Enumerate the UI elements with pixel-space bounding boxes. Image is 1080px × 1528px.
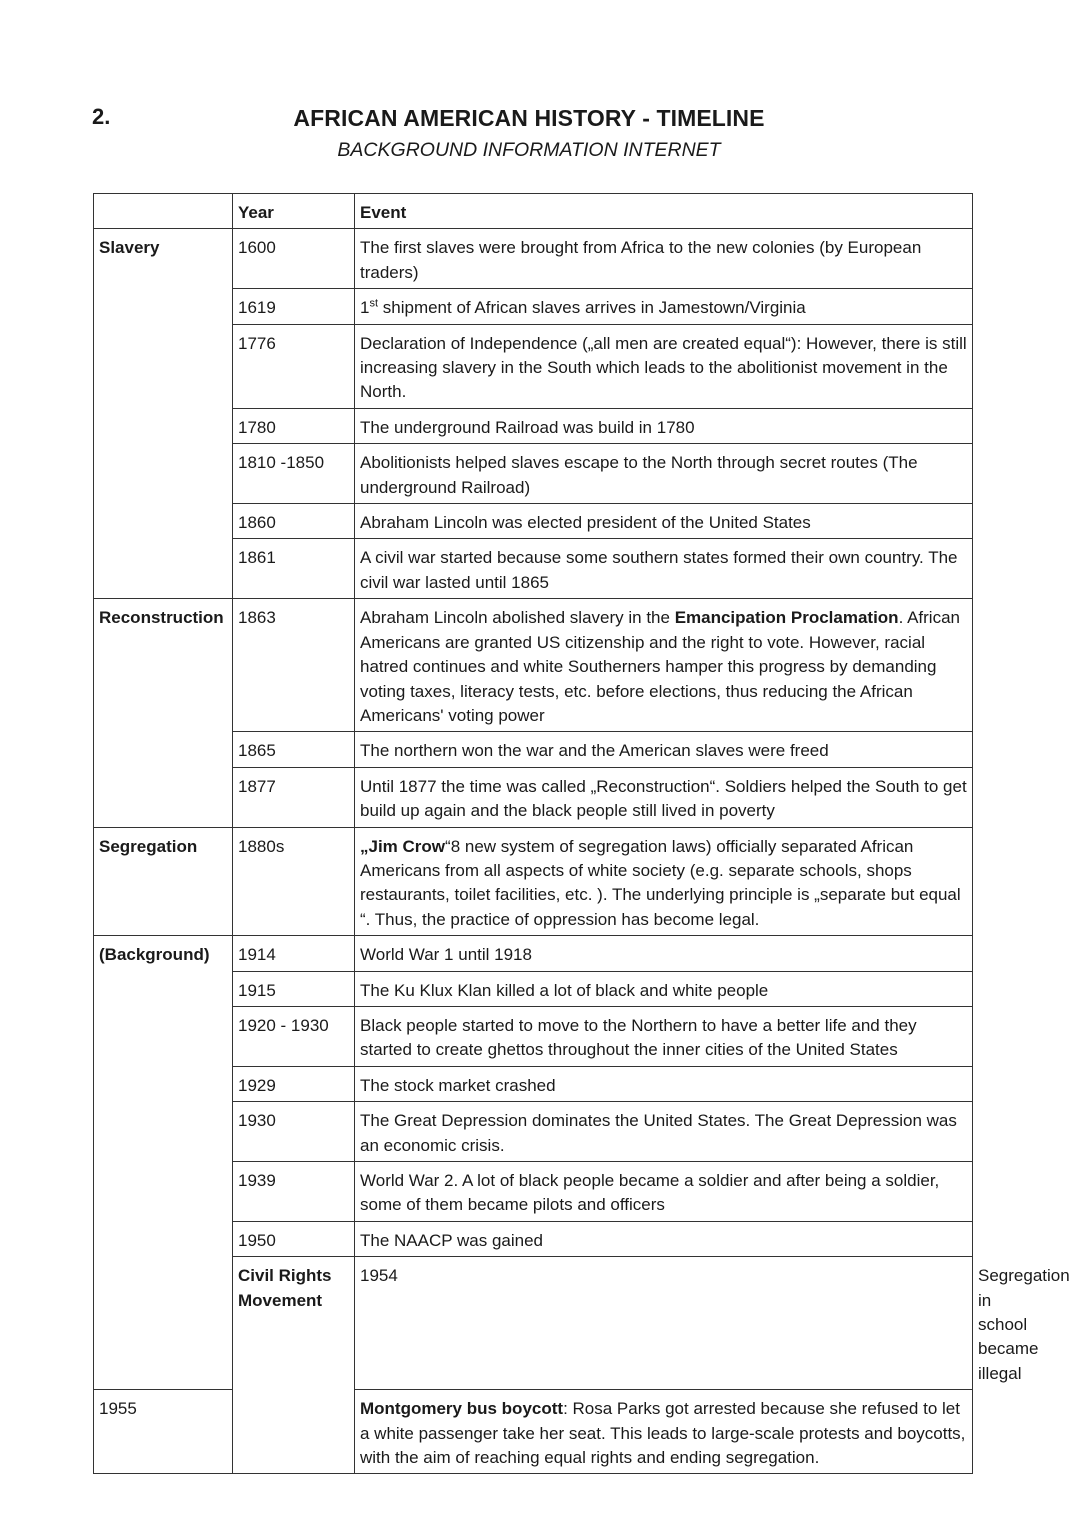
row-year: 1915 xyxy=(233,971,355,1006)
page-subtitle: BACKGROUND INFORMATION INTERNET xyxy=(337,139,721,161)
event-highlight: „Jim Crow xyxy=(360,836,446,856)
row-event: The stock market crashed xyxy=(355,1066,973,1101)
row-year: 1776 xyxy=(233,324,355,408)
row-event: The NAACP was gained xyxy=(355,1221,973,1256)
row-event: The first slaves were brought from Africa to the new colonies (by European traders) xyxy=(355,229,973,289)
table-row xyxy=(94,599,973,732)
period-civil-rights: Civil Rights Movement xyxy=(233,1257,355,1474)
event-text: . African Americans are granted US citizenship and the right to vote. However, racial hatred continues and white Southerners hamper this progress by demanding voting taxes, literacy tests, etc. before elections, thus reducing the African Americans' voting power xyxy=(360,608,960,725)
row-year: 1619 xyxy=(233,289,355,324)
row-event: A civil war started because some southern states formed their own country. The civil war lasted until 1865 xyxy=(355,539,973,599)
header-event: Event xyxy=(355,194,973,229)
row-year: 1880s xyxy=(233,827,355,936)
event-ordinal: 1 xyxy=(360,298,370,318)
period-background: (Background) xyxy=(94,936,233,1390)
row-year: 1920 - 1930 xyxy=(233,1006,355,1066)
event-highlight: Montgomery bus boycott xyxy=(360,1399,564,1419)
page-title: AFRICAN AMERICAN HISTORY - TIMELINE xyxy=(293,105,765,131)
row-year: 1780 xyxy=(233,408,355,443)
event-ordinal-suffix: st xyxy=(369,297,379,310)
row-year: 1860 xyxy=(233,504,355,539)
row-year: 1939 xyxy=(233,1162,355,1222)
row-event: Abraham Lincoln was elected president of the United States xyxy=(355,504,973,539)
row-event: The underground Railroad was build in 1780 xyxy=(355,408,973,443)
row-event: Declaration of Independence („all men are created equal“): However, there is still increasing slavery in the South which leads to the abolitionist movement in the North. xyxy=(355,324,973,408)
table-row xyxy=(94,229,973,289)
header-period xyxy=(94,194,233,229)
row-event xyxy=(355,289,973,324)
row-year: 1914 xyxy=(233,936,355,971)
timeline-table xyxy=(93,193,1070,1474)
table-row: Civil Rights Movement 1954 Segregation in school became illegal xyxy=(94,1257,973,1390)
table-header-row xyxy=(94,194,973,229)
event-text: “8 new system of segregation laws) officially separated African Americans from all aspects of white society (e.g. separate schools, shops restaurants, toilet facilities, etc. ). The underlying principle is „separate but equal “. Thus, the practice of oppression has become legal. xyxy=(360,836,961,929)
row-year: 1863 xyxy=(233,599,355,732)
row-year: 1600 xyxy=(233,229,355,289)
row-event xyxy=(355,1390,973,1474)
row-year: 1929 xyxy=(233,1066,355,1101)
row-event xyxy=(355,599,973,732)
row-year: 1950 xyxy=(233,1221,355,1256)
row-year: 1865 xyxy=(233,732,355,767)
event-text: shipment of African slaves arrives in Jamestown/Virginia xyxy=(378,298,806,318)
row-event: World War 2. A lot of black people became a soldier and after being a soldier, some of them became pilots and officers xyxy=(355,1162,973,1222)
period-segregation: Segregation xyxy=(94,827,233,936)
table-row xyxy=(94,936,973,971)
row-event: The Great Depression dominates the United States. The Great Depression was an economic crisis. xyxy=(355,1102,973,1162)
period-reconstruction: Reconstruction xyxy=(94,599,233,827)
event-text: : Rosa Parks got arrested because she refused to let a white passenger take her seat. This leads to large-scale protests and boycotts, with the aim of reaching equal rights and ending segregation. xyxy=(360,1399,966,1468)
event-text: Abraham Lincoln abolished slavery in the xyxy=(360,608,675,628)
row-event xyxy=(355,827,973,936)
row-year: 1810 -1850 xyxy=(233,444,355,504)
row-year: 1954 xyxy=(355,1257,973,1390)
table-row xyxy=(94,827,973,936)
row-year: 1955 xyxy=(94,1390,233,1474)
period-slavery: Slavery xyxy=(94,229,233,599)
row-event: Until 1877 the time was called „Reconstruction“. Soldiers helped the South to get build up again and the black people still lived in poverty xyxy=(355,767,973,827)
row-event: Black people started to move to the Northern to have a better life and they started to create ghettos throughout the inner cities of the United States xyxy=(355,1006,973,1066)
page-number: 2. xyxy=(92,104,111,129)
row-event: The Ku Klux Klan killed a lot of black and white people xyxy=(355,971,973,1006)
row-event: World War 1 until 1918 xyxy=(355,936,973,971)
row-year: 1930 xyxy=(233,1102,355,1162)
event-highlight: Emancipation Proclamation xyxy=(674,608,899,628)
table-row xyxy=(94,1390,973,1474)
row-event: Abolitionists helped slaves escape to the North through secret routes (The underground Railroad) xyxy=(355,444,973,504)
header-year: Year xyxy=(233,194,355,229)
row-year: 1877 xyxy=(233,767,355,827)
row-event: The northern won the war and the American slaves were freed xyxy=(355,732,973,767)
row-year: 1861 xyxy=(233,539,355,599)
